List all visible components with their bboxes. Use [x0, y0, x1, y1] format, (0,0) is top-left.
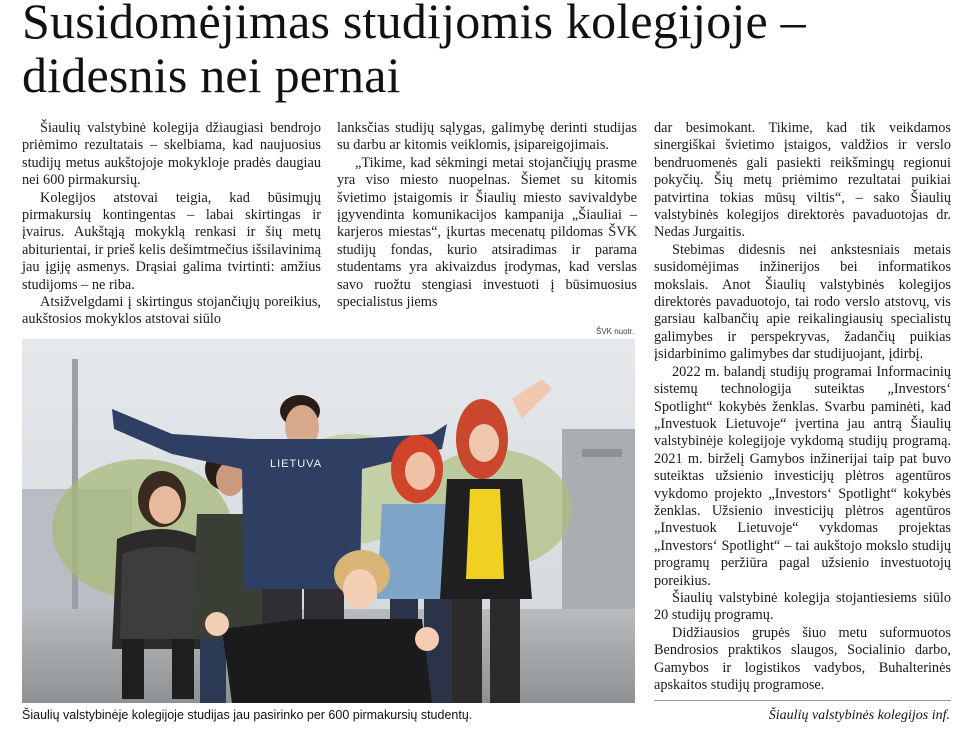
- paragraph: Didžiausios grupės šiuo metu suformuotos Bendrosios praktikos slaugos, Socialinio darbo, Gamybos ir logistikos vadybos, Buhalterinės apskaitos studijų programose.: [654, 624, 951, 693]
- paragraph: Kolegijos atstovai teigia, kad būsimųjų pirmakursių kontingentas – labai skirtingas ir įvairus. Aukštąją mokyklą renkasi ir šių metų abiturientai, ir prieš kelis dešimtmečius išsilavinimą jau įgiję asmenys. Drąsiai galima tvirtinti: amžius studijoms – ne riba.: [22, 189, 321, 293]
- paragraph: Šiaulių valstybinė kolegija stojantiesiems siūlo 20 studijų programų.: [654, 589, 951, 624]
- paragraph: Atsižvelgdami į skirtingus stojančiųjų poreikius, aukštosios mokyklos atstovai siūlo: [22, 294, 321, 328]
- paragraph: dar besimokant. Tikime, kad tik veikdamos sinergiškai švietimo įstaigos, valdžios ir verslo bendruomenės gali pasiekti reikšmingų regionui pokyčių. Šių metų priėmimo rezultatai puikiai patvirtina tokias mūsų viltis“, – sako Šiaulių valstybinės kolegijos direktorės pavaduotojas dr. Nedas Jurgaitis.: [654, 120, 951, 241]
- paragraph: Šiaulių valstybinė kolegija džiaugiasi bendrojo priėmimo rezultatais – skelbiama, kad naujuosius studijų metus aukštojoje mokykloje pradės daugiau nei 600 pirmakursių.: [22, 120, 321, 189]
- headline-line-2: didesnis nei pernai: [22, 47, 401, 103]
- paragraph: „Tikime, kad sėkmingi metai stojančiųjų prasme yra viso miesto nuopelnas. Šiemet su kitomis švietimo įstaigomis ir Šiaulių miesto savivaldybe įgyvendinta komunikacijos kampanija „Šiauliai – karjeros miestas“, įkurtas mecenatų pildomas ŠVK studijų fondas, kurio atsiradimas ir parama studentams yra akivaizdus įrodymas, kad verslas savo ruožtu stengiasi investuoti į būsimuosius specialistus jiems: [337, 154, 637, 311]
- headline-line-1: Susidomėjimas studijomis kolegijoje –: [22, 0, 806, 49]
- headline: [22, 0, 952, 102]
- photo-illustration: [22, 339, 635, 703]
- article-column-1: [22, 120, 321, 329]
- divider: [654, 700, 951, 701]
- author-signature: Šiaulių valstybinės kolegijos inf.: [768, 708, 950, 723]
- paragraph: lanksčias studijų sąlygas, galimybę derinti studijas su darbu ar kitomis veiklomis, įsipareigojimais.: [337, 120, 637, 154]
- group-photo: [22, 339, 635, 703]
- photo-credit: ŠVK nuotr.: [596, 327, 635, 336]
- article-column-2: [337, 120, 637, 311]
- shirt-text: LIETUVA: [270, 458, 323, 470]
- paragraph: Stebimas didesnis nei ankstesniais metais susidomėjimas inžinerijos bei informatikos mokslais. Anot Šiaulių valstybinės kolegijos direktorės pavaduotojo, tai rodo verslo atstovų, vis garsiau kalbančių apie reikalingiausių specialistų galimybes ir perspekryvas, žadančių puikias įsidarbinimo galimybes dar studijuojant, įdirbį.: [654, 241, 951, 363]
- photo-caption: Šiaulių valstybinėje kolegijoje studijas jau pasirinko per 600 pirmakursių studentų.: [22, 708, 473, 722]
- article-column-3: [654, 120, 951, 694]
- paragraph: 2022 m. balandį studijų programai Informacinių sistemų technologija suteiktas „Investors‘ Spotlight“ kokybės ženklas. Svarbu paminėti, kad „Investuok Lietuvoje“ įvertina jau antrą Šiaulių valstybinėje kolegijoje vykdomą studijų programą. 2021 m. birželį Gamybos inžinerijai taip pat buvo suteiktas užsienio investicijų plėtros agentūros vykdomo projekto „Investors‘ Spotlight“ kokybės ženklas. Užsienio investicijų plėtros agentūros „Investuok Lietuvoje“ vykdomas projektas „Investors‘ Spotlight“ – tai aukštojo mokslo studijų programų peržiūra pagal užsienio investuotojų poreikius.: [654, 363, 951, 589]
